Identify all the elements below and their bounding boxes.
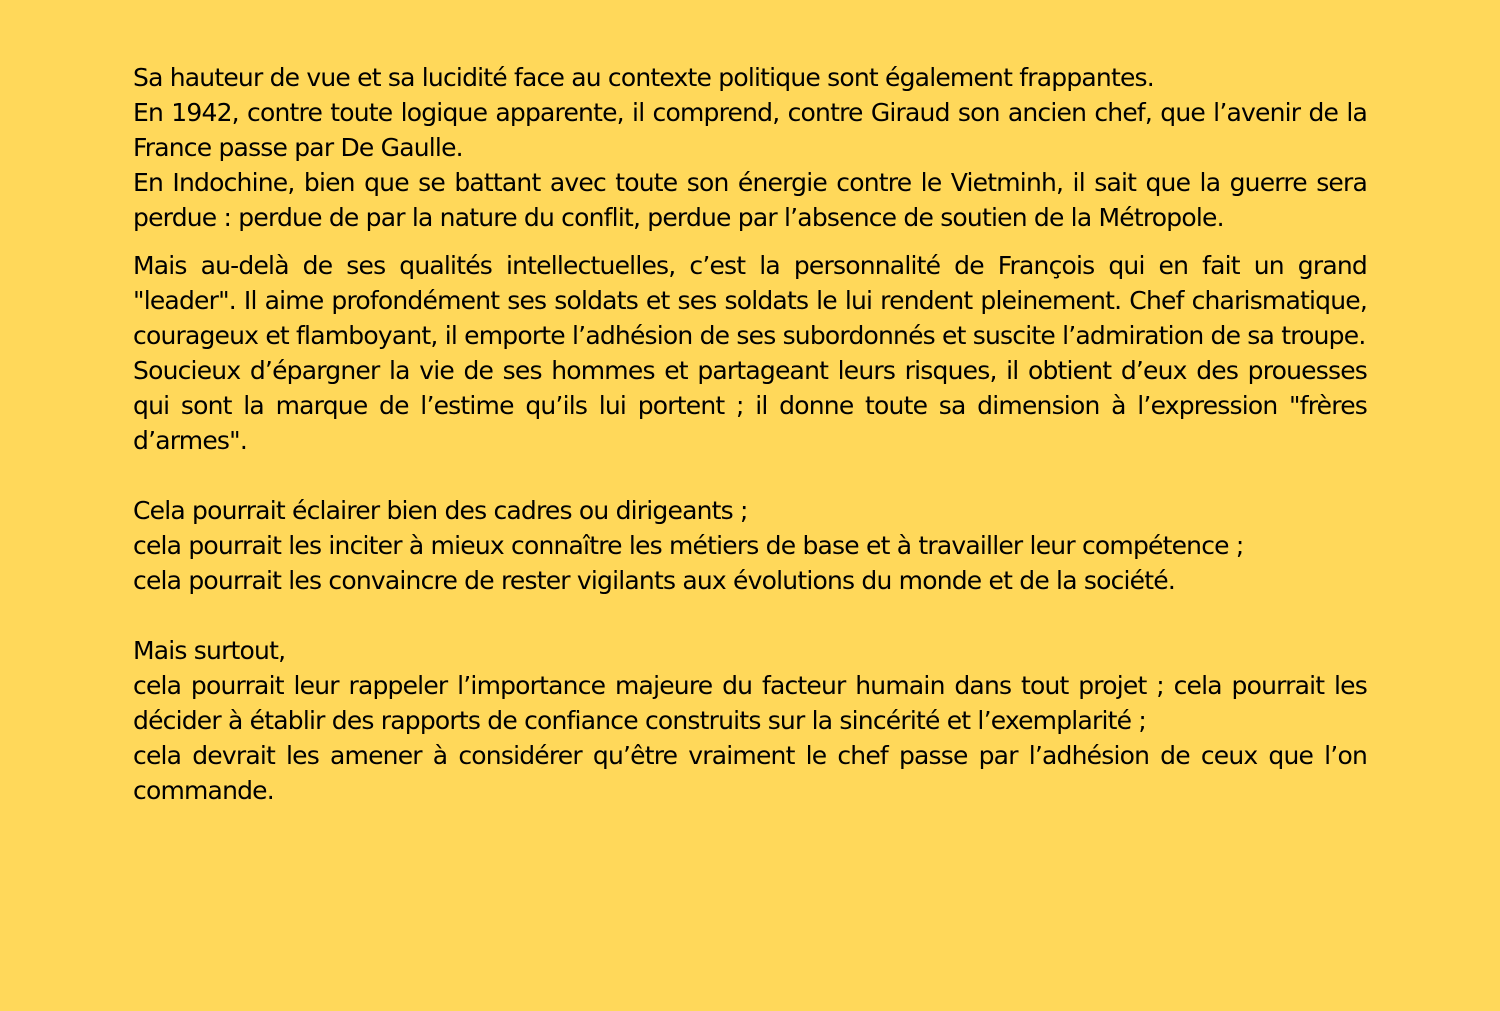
paragraph-leader: Mais au-delà de ses qualités intellectuelles, c’est la personnalité de François qui en fait un grand "leader". Il aime profondément ses soldats et ses soldats le lui rendent pleinement. Chef charismatique, courageux et flamboyant, il emporte l’adhésion de ses subordonnés et suscite l’admiration de sa troupe. <box>133 251 1367 350</box>
paragraph-1942: En 1942, contre toute logique apparente, il comprend, contre Giraud son ancien chef, que l’avenir de la France passe par De Gaulle. <box>133 98 1367 162</box>
paragraph-freres-armes: Soucieux d’épargner la vie de ses hommes et partageant leurs risques, il obtient d’eux des prouesses qui sont la marque de l’estime qu’ils lui portent ; il donne toute sa dimension à l’expression "frères d’armes". <box>133 356 1367 455</box>
paragraph-inciter: cela pourrait les inciter à mieux connaître les métiers de base et à travailler leur compétence ; <box>133 531 1244 560</box>
paragraph-amener: cela devrait les amener à considérer qu’être vraiment le chef passe par l’adhésion de ceux que l’on commande. <box>133 741 1367 805</box>
blank-line <box>133 598 1367 633</box>
paragraph-vision: Sa hauteur de vue et sa lucidité face au contexte politique sont également frappantes. <box>133 63 1154 92</box>
paragraph-rappeler: cela pourrait leur rappeler l’importance majeure du facteur humain dans tout projet ; cela pourrait les décider à établir des rapports de confiance construits sur la sincérité et l’exemplarité ; <box>133 671 1367 735</box>
paragraph-convaincre: cela pourrait les convaincre de rester vigilants aux évolutions du monde et de la société. <box>133 566 1175 595</box>
paragraph-eclairer: Cela pourrait éclairer bien des cadres ou dirigeants ; <box>133 496 748 525</box>
paragraph-mais-surtout: Mais surtout, <box>133 636 286 665</box>
blank-line <box>133 458 1367 493</box>
document-text <box>133 60 1367 808</box>
paragraph-indochine: En Indochine, bien que se battant avec toute son énergie contre le Vietminh, il sait que la guerre sera perdue : perdue de par la nature du conflit, perdue par l’absence de soutien de la Métropole. <box>133 168 1367 232</box>
